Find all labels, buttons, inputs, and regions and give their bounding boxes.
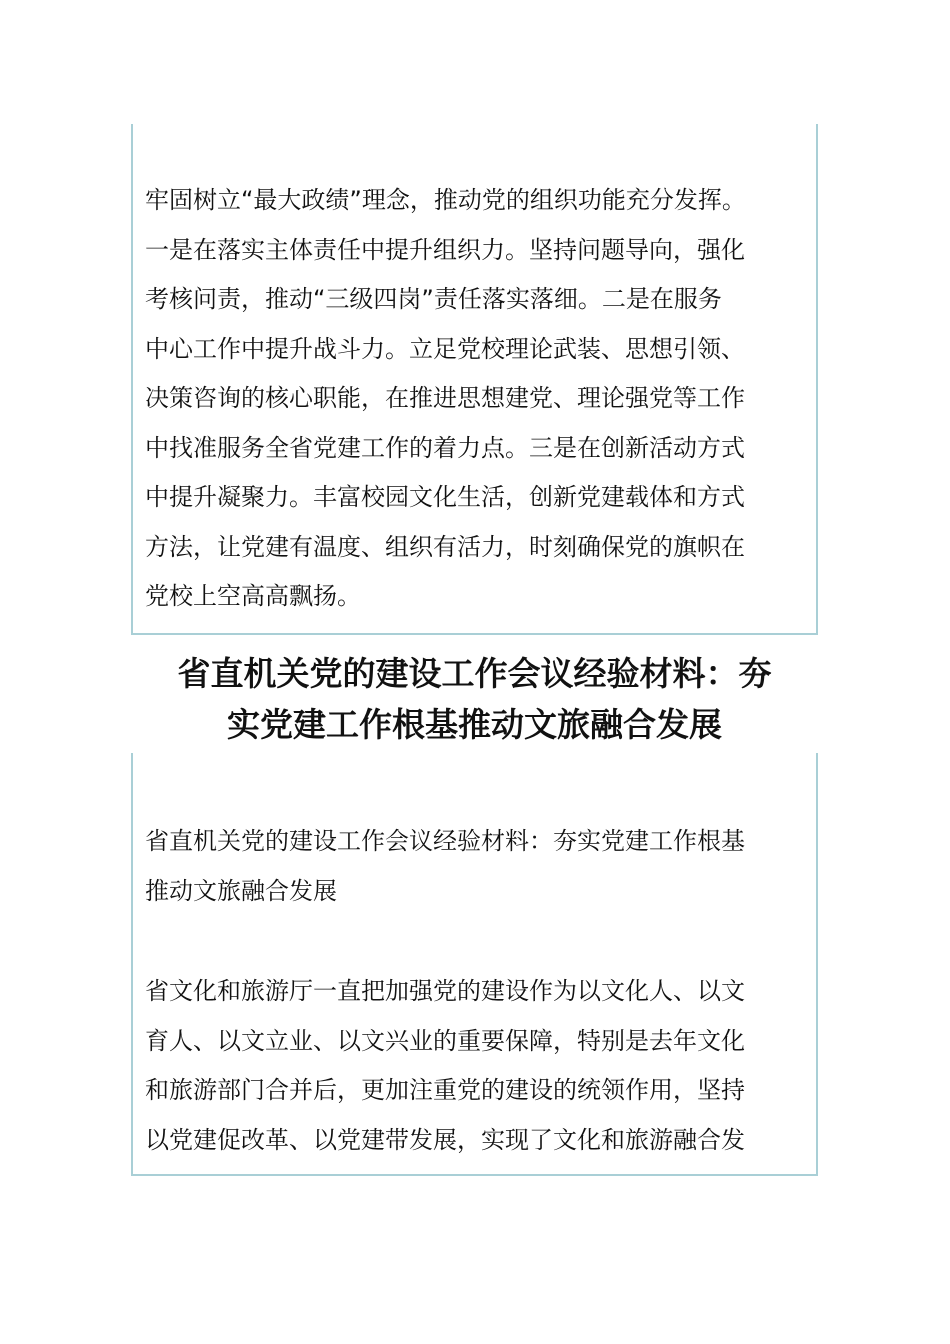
article-subtitle: 省直机关党的建设工作会议经验材料：夯实党建工作根基 推动文旅融合发展 bbox=[145, 827, 745, 905]
text-frame-top bbox=[131, 124, 818, 635]
body-paragraph: 牢固树立“最大政绩”理念，推动党的组织功能充分发挥。 一是在落实主体责任中提升组织力。坚持问题导向，强化 考核问责，推动“三级四岗”责任落实落细。二是在服务 中心工作中提升战斗力。立足党校理论武装、思想引领、 决策咨询的核心职能，在推进思想建党、理论强党等工作 中找准服务全省党建工作的着力点。三是在创新活动方式 中提升凝聚力。丰富校园文化生活，创新党建载体和方式 方法，让党建有温度、组织有活力，时刻确保党的旗帜在 党校上空高高飘扬。 bbox=[145, 186, 746, 610]
article-body-paragraph: 省文化和旅游厅一直把加强党的建设作为以文化人、以文 育人、以文立业、以文兴业的重要保障，特别是去年文化 和旅游部门合并后，更加注重党的建设的统领作用，坚持 以党建促改革、以党建带发展，实现了文化和旅游融合发 bbox=[145, 977, 745, 1154]
article-heading: 省直机关党的建设工作会议经验材料：夯 实党建工作根基推动文旅融合发展 bbox=[177, 654, 772, 744]
text-frame-bottom bbox=[131, 753, 818, 1176]
